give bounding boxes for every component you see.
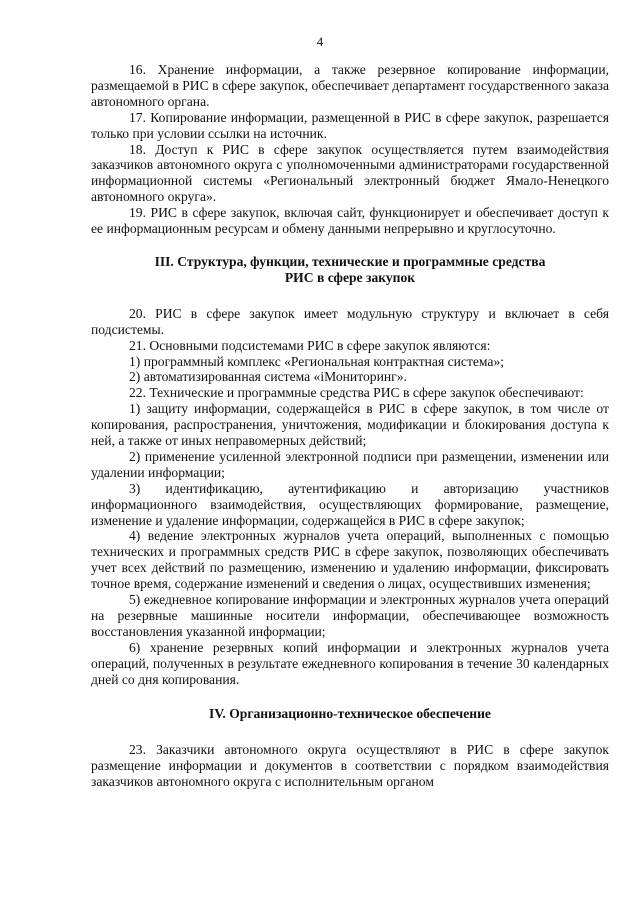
paragraph-17: 17. Копирование информации, размещенной в РИС в сфере закупок, разрешается только при условии ссылки на источник.: [91, 109, 609, 141]
page-number: 4: [316, 34, 324, 49]
paragraph-23: 23. Заказчики автономного округа осуществляют в РИС в сфере закупок размещение информации и документов в соответствии с порядком взаимодействия заказчиков автономного округа с исполнительным органом: [91, 742, 609, 790]
section-3-heading: [91, 254, 609, 286]
list-item-22-4: 4) ведение электронных журналов учета операций, выполненных с помощью технических и программных средств РИС в сфере закупок, позволяющих обеспечивать учет всех действий по размещению, изменению и удалению информации, фиксировать точное время, содержание изменений и сведения о лицах, осуществивших изменения;: [91, 528, 609, 592]
paragraph-20: 20. РИС в сфере закупок имеет модульную структуру и включает в себя подсистемы.: [91, 305, 609, 337]
list-item-22-6: 6) хранение резервных копий информации и электронных журналов учета операций, полученных в результате ежедневного копирования в течение 30 календарных дней со дня копирования.: [91, 639, 609, 687]
paragraph-19: 19. РИС в сфере закупок, включая сайт, функционирует и обеспечивает доступ к ее информационным ресурсам и обмену данными непрерывно и круглосуточно.: [91, 205, 609, 237]
list-item-21-2: 2) автоматизированная система «iМониторинг».: [129, 369, 407, 385]
paragraph-21: 21. Основными подсистемами РИС в сфере закупок являются:: [129, 337, 491, 353]
list-item-21-1: 1) программный комплекс «Региональная контрактная система»;: [129, 353, 505, 369]
list-item-22-2: 2) применение усиленной электронной подписи при размещении, изменении или удалении информации;: [91, 448, 609, 480]
paragraph-18: 18. Доступ к РИС в сфере закупок осуществляется путем взаимодействия заказчиков автономного округа с уполномоченными администраторами государственной информационной системы «Региональный электронный бюджет Ямало-Ненецкого автономного округа».: [91, 141, 609, 205]
list-item-22-5: 5) ежедневное копирование информации и электронных журналов учета операций на резервные машинные носители информации, обеспечивающее возможность восстановления указанной информации;: [91, 592, 609, 639]
paragraph-22: 22. Технические и программные средства РИС в сфере закупок обеспечивают:: [129, 385, 584, 401]
section-3-title-line1: III. Структура, функции, технические и программные средства: [154, 253, 546, 269]
paragraph-16: 16. Хранение информации, а также резервное копирование информации, размещаемой в РИС в сфере закупок, обеспечивает департамент государственного заказа автономного органа.: [91, 62, 609, 109]
list-item-22-1: 1) защиту информации, содержащейся в РИС в сфере закупок, в том числе от копирования, распространения, уничтожения, модификации и блокирования доступа к ней, а также от иных неправомерных действий;: [91, 401, 609, 449]
section-3-title-line2: РИС в сфере закупок: [284, 269, 416, 285]
list-item-22-3: 3) идентификацию, аутентификацию и авторизацию участников информационного взаимодействия, осуществляющих формирование, размещение, изменение и удаление информации, содержащейся в РИС в сфере закупок;: [91, 480, 609, 528]
document-body: [91, 62, 609, 790]
section-4-heading: IV. Организационно-техническое обеспечение: [209, 705, 491, 721]
